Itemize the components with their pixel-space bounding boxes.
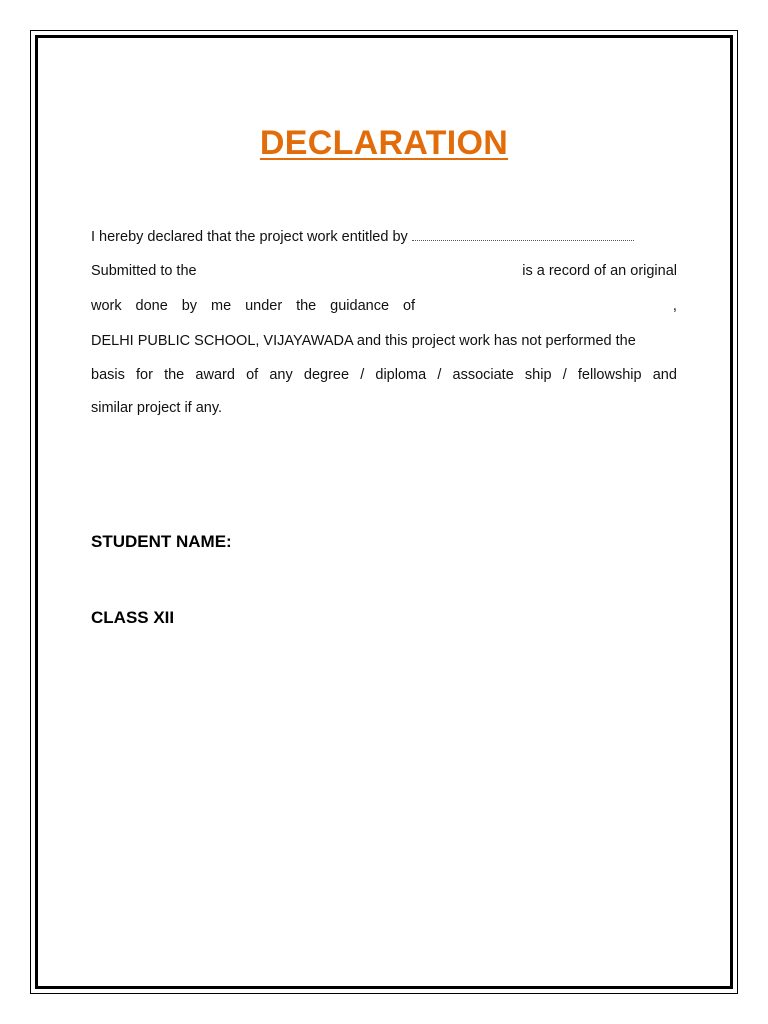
page-border-inner: [35, 35, 733, 989]
line-5-word: degree: [303, 367, 350, 383]
declaration-line-1: [91, 226, 677, 247]
line-1-text: I hereby declared that the project work entitled by: [91, 229, 408, 245]
line-2-right-text: is a record of an original: [522, 263, 677, 279]
line-2-left-text: Submitted to the: [91, 263, 197, 279]
guide-name-blank: [429, 296, 659, 316]
line-3-word: me: [210, 298, 232, 314]
line-5-word: /: [437, 367, 442, 383]
line-6-text: similar project if any.: [91, 400, 223, 416]
line-3-word: by: [181, 298, 198, 314]
line-5-word: /: [562, 367, 567, 383]
line-5-word: for: [136, 367, 153, 383]
line-5-word: any: [269, 367, 293, 383]
line-3-word: done: [135, 298, 168, 314]
declaration-line-4: [91, 331, 677, 351]
student-name-label: STUDENT NAME:: [91, 532, 232, 551]
line-3-word: the: [296, 298, 317, 314]
line-5-word: diploma: [375, 367, 427, 383]
page-title: DECLARATION: [259, 124, 509, 162]
line-3-comma: ,: [672, 298, 677, 314]
project-title-blank: [412, 226, 634, 241]
line-5-word: of: [246, 367, 259, 383]
line-3-word: of: [402, 298, 416, 314]
line-5-word: associate: [452, 367, 514, 383]
declaration-heading: [0, 124, 768, 163]
line-5-word: fellowship: [577, 367, 642, 383]
declaration-line-6: [91, 398, 677, 418]
class-label: CLASS XII: [91, 608, 175, 627]
line-5-word: basis: [91, 367, 125, 383]
line-5-word: award: [195, 367, 235, 383]
line-5-word: /: [360, 367, 365, 383]
line-3-word: under: [245, 298, 283, 314]
declaration-line-3: [91, 296, 677, 316]
line-5-word: and: [652, 367, 677, 383]
line-5-word: the: [164, 367, 185, 383]
line-5-word: ship: [524, 367, 552, 383]
line-3-word: guidance: [330, 298, 390, 314]
line-4-text: DELHI PUBLIC SCHOOL, VIJAYAWADA and this project work has not performed the: [91, 333, 636, 349]
line-3-word: work: [91, 298, 122, 314]
declaration-line-5: [91, 365, 677, 385]
declaration-line-2: [91, 261, 677, 281]
